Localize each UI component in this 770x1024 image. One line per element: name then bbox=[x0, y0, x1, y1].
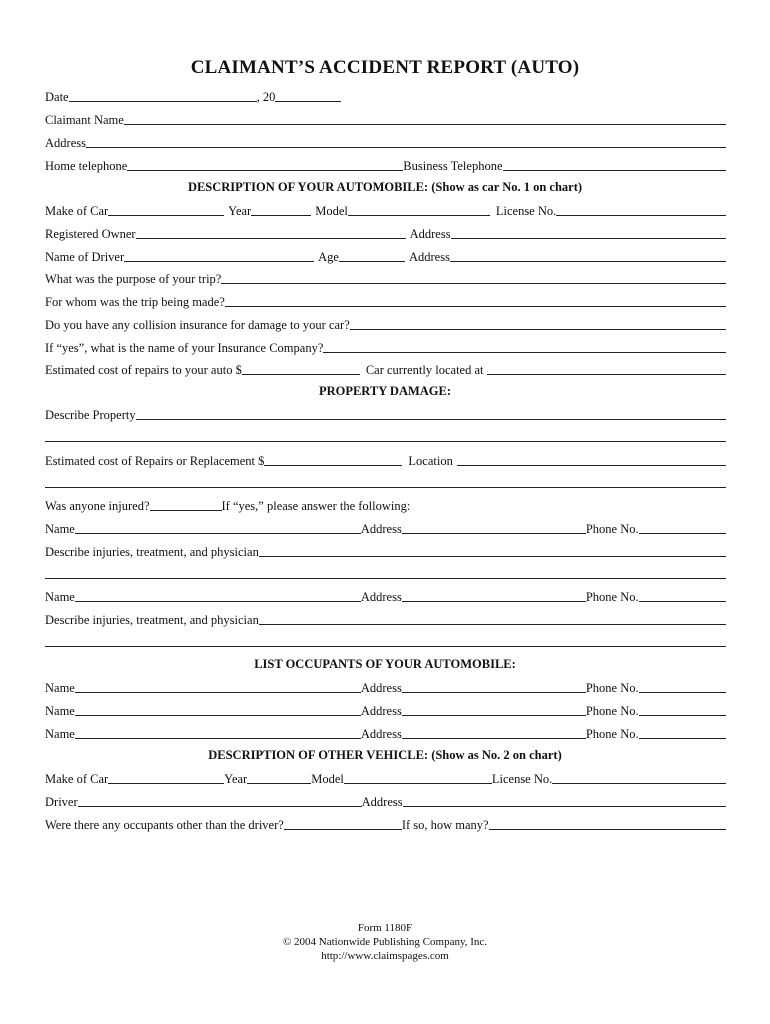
year-label: Year bbox=[228, 204, 252, 218]
injured-2-phone-field[interactable] bbox=[639, 590, 726, 602]
license-label: License No. bbox=[495, 204, 557, 218]
injured-2-describe-line-2[interactable] bbox=[45, 646, 726, 647]
occupant-3-name-field[interactable] bbox=[75, 727, 361, 739]
occupant-1-address-field[interactable] bbox=[402, 681, 586, 693]
trip-for-whom-field[interactable] bbox=[225, 295, 726, 307]
driver-address-label: Address bbox=[408, 250, 450, 264]
other-occupants-label: Were there any occupants other than the driver? bbox=[45, 818, 284, 832]
insurance-company-field[interactable] bbox=[323, 341, 726, 353]
driver-name-label: Name of Driver bbox=[45, 250, 125, 264]
injured-1-describe-line-2[interactable] bbox=[45, 578, 726, 579]
driver-address-field[interactable] bbox=[450, 250, 726, 262]
occupant-1-name-label: Name bbox=[45, 681, 75, 695]
trip-purpose-row bbox=[45, 270, 726, 286]
injured-2-name-field[interactable] bbox=[75, 590, 361, 602]
your-car-make-row bbox=[45, 202, 726, 218]
how-many-label: If so, how many? bbox=[401, 818, 489, 832]
injured-2-address-field[interactable] bbox=[402, 590, 586, 602]
date-field[interactable] bbox=[69, 90, 257, 102]
other-driver-label: Driver bbox=[45, 795, 78, 809]
auto-repair-cost-row bbox=[45, 361, 726, 377]
driver-row bbox=[45, 248, 726, 264]
license-field[interactable] bbox=[556, 204, 726, 216]
your-automobile-heading: DESCRIPTION OF YOUR AUTOMOBILE: (Show as car No. 1 on chart) bbox=[187, 180, 583, 194]
owner-address-label: Address bbox=[409, 227, 451, 241]
insurance-company-label: If “yes”, what is the name of your Insurance Company? bbox=[45, 341, 324, 355]
other-license-label: License No. bbox=[491, 772, 553, 786]
occupant-2-phone-label: Phone No. bbox=[585, 704, 639, 718]
collision-insurance-field[interactable] bbox=[350, 318, 726, 330]
claimant-address-label: Address bbox=[45, 136, 86, 150]
registered-owner-label: Registered Owner bbox=[45, 227, 136, 241]
model-field[interactable] bbox=[348, 204, 490, 216]
trip-for-whom-label: For whom was the trip being made? bbox=[45, 295, 225, 309]
claimant-name-label: Claimant Name bbox=[45, 113, 124, 127]
collision-insurance-row bbox=[45, 316, 726, 332]
property-location-line-2[interactable] bbox=[45, 487, 726, 488]
occupant-3-row bbox=[45, 725, 726, 741]
registered-owner-row bbox=[45, 225, 726, 241]
driver-age-label: Age bbox=[318, 250, 339, 264]
injured-2-phone-label: Phone No. bbox=[585, 590, 639, 604]
business-telephone-field[interactable] bbox=[503, 159, 727, 171]
date-year-label: , 20 bbox=[256, 90, 276, 104]
occupant-1-phone-field[interactable] bbox=[639, 681, 726, 693]
injured-2-address-label: Address bbox=[360, 590, 402, 604]
claimant-address-row bbox=[45, 134, 726, 150]
property-location-label: Location bbox=[408, 454, 453, 468]
injured-1-name-label: Name bbox=[45, 522, 75, 536]
home-telephone-field[interactable] bbox=[127, 159, 403, 171]
injured-person-1-row bbox=[45, 520, 726, 536]
auto-repair-cost-label: Estimated cost of repairs to your auto $ bbox=[45, 363, 242, 377]
other-driver-field[interactable] bbox=[78, 795, 362, 807]
occupant-3-address-field[interactable] bbox=[402, 727, 586, 739]
injury-instructions-label: If “yes,” please answer the following: bbox=[221, 499, 411, 513]
occupant-1-name-field[interactable] bbox=[75, 681, 361, 693]
driver-age-field[interactable] bbox=[339, 250, 405, 262]
occupant-2-phone-field[interactable] bbox=[639, 704, 726, 716]
other-driver-address-field[interactable] bbox=[403, 795, 726, 807]
occupant-2-row bbox=[45, 702, 726, 718]
make-of-car-field[interactable] bbox=[108, 204, 224, 216]
injured-1-phone-field[interactable] bbox=[639, 522, 726, 534]
date-year-field[interactable] bbox=[275, 90, 341, 102]
other-make-field[interactable] bbox=[108, 772, 224, 784]
property-repair-cost-label: Estimated cost of Repairs or Replacement $ bbox=[45, 454, 265, 468]
insurance-company-row bbox=[45, 339, 726, 355]
anyone-injured-label: Was anyone injured? bbox=[45, 499, 150, 513]
website-link[interactable]: http://www.claimspages.com bbox=[321, 950, 449, 962]
trip-purpose-field[interactable] bbox=[221, 272, 726, 284]
other-occupants-row bbox=[45, 816, 726, 832]
other-year-label: Year bbox=[224, 772, 248, 786]
occupant-1-row bbox=[45, 679, 726, 695]
property-location-field[interactable] bbox=[457, 454, 726, 466]
home-telephone-label: Home telephone bbox=[45, 159, 128, 173]
other-make-label: Make of Car bbox=[45, 772, 109, 786]
injured-2-describe-label: Describe injuries, treatment, and physician bbox=[45, 613, 259, 627]
property-damage-heading: PROPERTY DAMAGE: bbox=[318, 384, 452, 398]
occupant-1-address-label: Address bbox=[360, 681, 402, 695]
auto-repair-cost-field[interactable] bbox=[242, 363, 360, 375]
property-repair-cost-field[interactable] bbox=[264, 454, 402, 466]
other-license-field[interactable] bbox=[552, 772, 726, 784]
injured-person-2-row bbox=[45, 588, 726, 604]
injured-2-name-label: Name bbox=[45, 590, 75, 604]
injured-1-phone-label: Phone No. bbox=[585, 522, 639, 536]
other-driver-row bbox=[45, 793, 726, 809]
other-model-label: Model bbox=[311, 772, 344, 786]
occupant-2-name-field[interactable] bbox=[75, 704, 361, 716]
occupant-3-phone-field[interactable] bbox=[639, 727, 726, 739]
model-label: Model bbox=[315, 204, 348, 218]
date-label: Date bbox=[45, 90, 69, 104]
describe-property-field[interactable] bbox=[136, 408, 726, 420]
occupant-2-address-label: Address bbox=[360, 704, 402, 718]
trip-for-whom-row bbox=[45, 293, 726, 309]
injured-1-name-field[interactable] bbox=[75, 522, 361, 534]
describe-property-label: Describe Property bbox=[45, 408, 136, 422]
other-year-field[interactable] bbox=[247, 772, 311, 784]
injured-1-describe-field[interactable] bbox=[259, 545, 726, 557]
anyone-injured-row bbox=[45, 497, 726, 513]
other-vehicle-heading: DESCRIPTION OF OTHER VEHICLE: (Show as No. 2 on chart) bbox=[208, 748, 562, 762]
injured-1-address-label: Address bbox=[360, 522, 402, 536]
describe-property-line-2[interactable] bbox=[45, 441, 726, 442]
trip-purpose-label: What was the purpose of your trip? bbox=[45, 272, 222, 286]
occupant-3-phone-label: Phone No. bbox=[585, 727, 639, 741]
car-located-label: Car currently located at bbox=[365, 363, 484, 377]
injured-1-describe-row bbox=[45, 543, 726, 559]
other-occupants-field[interactable] bbox=[284, 818, 402, 830]
occupants-heading: LIST OCCUPANTS OF YOUR AUTOMOBILE: bbox=[254, 657, 516, 671]
occupant-2-address-field[interactable] bbox=[402, 704, 586, 716]
make-of-car-label: Make of Car bbox=[45, 204, 109, 218]
occupant-3-name-label: Name bbox=[45, 727, 75, 741]
copyright: © 2004 Nationwide Publishing Company, Inc. bbox=[282, 936, 488, 948]
registered-owner-field[interactable] bbox=[136, 227, 406, 239]
form-title: CLAIMANT’S ACCIDENT REPORT (AUTO) bbox=[190, 57, 580, 78]
owner-address-field[interactable] bbox=[451, 227, 726, 239]
driver-name-field[interactable] bbox=[124, 250, 314, 262]
occupant-2-name-label: Name bbox=[45, 704, 75, 718]
date-row bbox=[45, 88, 726, 104]
claimant-address-field[interactable] bbox=[86, 136, 726, 148]
property-repair-cost-row bbox=[45, 452, 726, 468]
occupant-3-address-label: Address bbox=[360, 727, 402, 741]
occupant-1-phone-label: Phone No. bbox=[585, 681, 639, 695]
car-located-field[interactable] bbox=[487, 363, 726, 375]
describe-property-row bbox=[45, 406, 726, 422]
injured-1-address-field[interactable] bbox=[402, 522, 586, 534]
injured-1-describe-label: Describe injuries, treatment, and physician bbox=[45, 545, 259, 559]
how-many-field[interactable] bbox=[489, 818, 726, 830]
form-number: Form 1180F bbox=[357, 922, 413, 934]
other-model-field[interactable] bbox=[344, 772, 492, 784]
anyone-injured-field[interactable] bbox=[150, 499, 222, 511]
other-driver-address-label: Address bbox=[361, 795, 403, 809]
other-car-make-row bbox=[45, 770, 726, 786]
injured-2-describe-field[interactable] bbox=[259, 613, 726, 625]
collision-insurance-label: Do you have any collision insurance for damage to your car? bbox=[45, 318, 350, 332]
year-field[interactable] bbox=[251, 204, 311, 216]
claimant-name-field[interactable] bbox=[124, 113, 726, 125]
telephone-row bbox=[45, 157, 726, 173]
business-telephone-label: Business Telephone bbox=[403, 159, 503, 173]
injured-2-describe-row bbox=[45, 611, 726, 627]
claimant-name-row bbox=[45, 111, 726, 127]
